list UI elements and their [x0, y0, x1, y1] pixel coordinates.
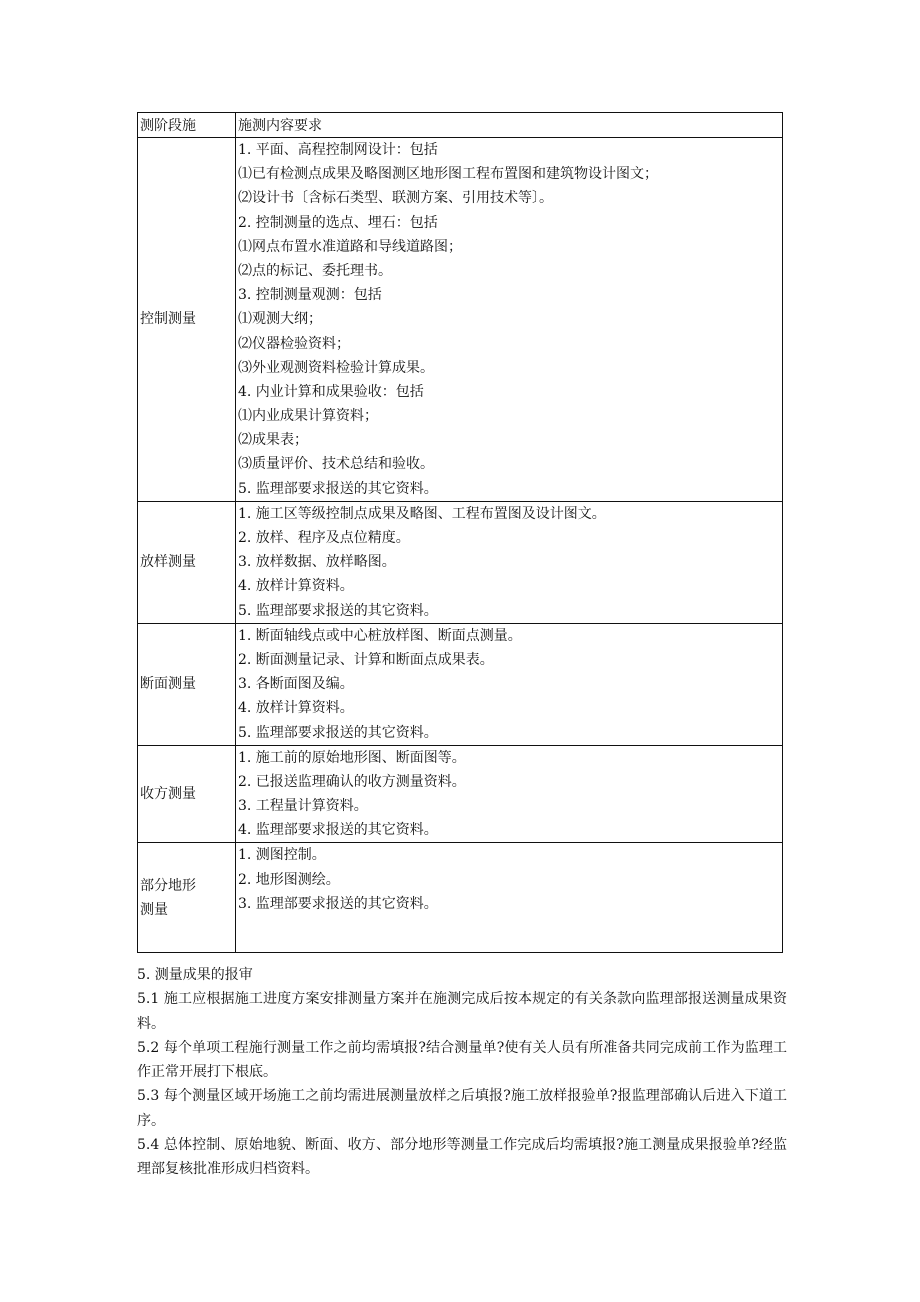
stage-label: 收方测量 — [140, 786, 196, 803]
table-row — [138, 623, 783, 745]
header-content: 施测内容要求 — [236, 113, 783, 138]
requirement-item: 4. 放样计算资料。 — [238, 578, 354, 595]
table-row — [138, 501, 783, 623]
requirement-item: 1. 测图控制。 — [238, 847, 326, 864]
table-header-row — [138, 113, 783, 138]
stage-label: 部分地形 — [140, 877, 196, 894]
requirements-cell — [236, 501, 783, 623]
requirement-item: 5. 监理部要求报送的其它资料。 — [238, 724, 438, 741]
stage-label: 控制测量 — [140, 311, 196, 328]
stage-cell — [138, 501, 236, 623]
table-row — [138, 745, 783, 843]
requirement-item: ⑵设计书〔含标石类型、联测方案、引用技术等〕。 — [238, 190, 553, 207]
report-section — [137, 963, 787, 1182]
stage-label: 测量 — [140, 901, 168, 918]
section-title: 5. 测量成果的报审 — [137, 967, 253, 983]
requirement-item: ⑵点的标记、委托理书。 — [238, 262, 392, 279]
header-stage: 测阶段施 — [138, 113, 236, 138]
survey-requirements-table — [137, 112, 783, 953]
requirements-cell — [236, 843, 783, 953]
table-row — [138, 843, 783, 953]
paragraph: 5.4 总体控制、原始地貌、断面、收方、部分地形等测量工作完成后均需填报?施工测量成果报验单?经监理部复核批准形成归档资料。 — [137, 1137, 787, 1178]
stage-label: 断面测量 — [140, 676, 196, 693]
requirement-item: 4. 内业计算和成果验收：包括 — [238, 383, 424, 400]
requirement-item: 1. 平面、高程控制网设计：包括 — [238, 142, 438, 158]
requirement-item: 3. 监理部要求报送的其它资料。 — [238, 895, 438, 912]
requirement-item: 2. 地形图测绘。 — [238, 871, 340, 888]
requirement-item: ⑶外业观测资料检验计算成果。 — [238, 359, 434, 376]
requirement-item: ⑴内业成果计算资料； — [238, 408, 378, 425]
requirement-item: 1. 施工前的原始地形图、断面图等。 — [238, 749, 466, 766]
requirement-item: 5. 监理部要求报送的其它资料。 — [238, 602, 438, 619]
paragraph: 5.3 每个测量区域开场施工之前均需进展测量放样之后填报?施工放样报验单?报监理部确认后进入下道工序。 — [137, 1088, 787, 1129]
stage-cell — [138, 623, 236, 745]
requirements-cell — [236, 623, 783, 745]
paragraph: 5.1 施工应根据施工进度方案安排测量方案并在施测完成后按本规定的有关条款向监理部报送测量成果资料。 — [137, 991, 787, 1032]
requirements-cell — [236, 745, 783, 843]
requirement-item: 1. 断面轴线点或中心桩放样图、断面点测量。 — [238, 627, 522, 644]
requirement-item: ⑵成果表； — [238, 432, 308, 449]
requirement-item: 3. 工程量计算资料。 — [238, 798, 368, 815]
requirement-item: 3. 放样数据、放样略图。 — [238, 554, 396, 571]
requirement-item: ⑴观测大纲； — [238, 311, 322, 328]
requirement-item: 2. 断面测量记录、计算和断面点成果表。 — [238, 651, 494, 668]
requirement-item: 2. 已报送监理确认的收方测量资料。 — [238, 773, 466, 790]
requirement-item: ⑶质量评价、技术总结和验收。 — [238, 456, 434, 473]
stage-cell — [138, 745, 236, 843]
requirement-item: 3. 各断面图及编。 — [238, 676, 354, 693]
requirement-item: 4. 放样计算资料。 — [238, 700, 354, 717]
requirement-item: 2. 控制测量的选点、埋石：包括 — [238, 214, 438, 231]
empty-space — [238, 916, 782, 952]
requirement-item: ⑵仪器检验资料； — [238, 335, 350, 352]
requirement-item: ⑴网点布置水准道路和导线道路图； — [238, 238, 462, 255]
requirements-cell — [236, 138, 783, 502]
requirement-item: ⑴已有检测点成果及略图测区地形图工程布置图和建筑物设计图文； — [238, 166, 658, 183]
requirement-item: 4. 监理部要求报送的其它资料。 — [238, 822, 438, 839]
requirement-item: 2. 放样、程序及点位精度。 — [238, 530, 410, 546]
requirement-item: 1. 施工区等级控制点成果及略图、工程布置图及设计图文。 — [238, 505, 606, 522]
paragraph: 5.2 每个单项工程施行测量工作之前均需填报?结合测量单?使有关人员有所准备共同完成前工作为监理工作正常开展打下根底。 — [137, 1039, 787, 1081]
requirement-item: 3. 控制测量观测：包括 — [238, 287, 382, 304]
stage-cell — [138, 843, 236, 953]
requirement-item: 5. 监理部要求报送的其它资料。 — [238, 480, 438, 497]
table-row — [138, 138, 783, 502]
stage-cell — [138, 138, 236, 502]
stage-label: 放样测量 — [140, 554, 196, 571]
